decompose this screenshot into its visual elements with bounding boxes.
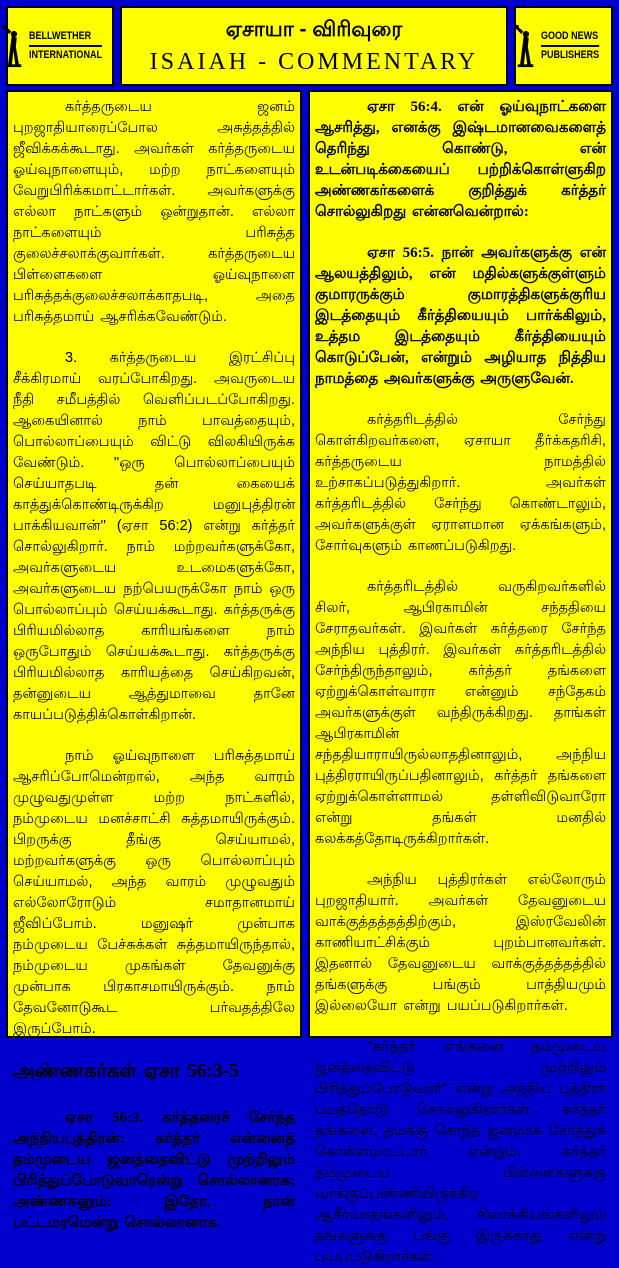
- paragraph: ''கர்த்தர் எங்களை தம்முடைய ஜனத்தைவிட்டு முற்றிலும் பிரித்துப்போடுவார்'' என்று அந்நிய புத்திரர் பயத்தோடு சொல்லுகிறார்கள். கர்த்தர் தங்களை, தமக்கு சொந்த ஜனமாக சேர்த்துக் கொள்ளமாட்டார் என்றும், கர்த்தர் தம்முடைய பிள்ளைகளுக்கு வாக்குப்பண்ணியிருக்கிற ஆசீர்வாதங்களிலும், சிலாக்கியங்களிலும் தங்களுக்கு பங்கு இருக்காது என்று பயப்படுகிறார்கள்.: [315, 1039, 606, 1265]
- section-heading: அண்ணகர்கள் ஏசா 56:3-5: [13, 1061, 239, 1082]
- bellwether-logo-text: [29, 29, 118, 63]
- scripture-verse: ஏசா 56:3. கர்த்தரைச் சேர்ந்த அந்நியபுத்திரன்: கர்த்தர் என்னைத் தம்முடைய ஜனத்தைவிட்டு முற்றிலும் பிரித்துப்போடுவாரென்று சொல்லானாக; அண்ணகனும்: இதோ, நான் பட்டமரமென்று சொல்லானாக.: [13, 1110, 295, 1231]
- page-title-english: ISAIAH - COMMENTARY: [149, 48, 479, 75]
- paragraph: அந்நிய புத்திரர்கள் எல்லோரும் புறஜாதியார். அவர்கள் தேவனுடைய வாக்குத்தத்தத்திற்கும், இஸ்ரவேலின் காணியாட்சிக்கும் புறம்பானவர்கள். இதனால் தேவனுடைய வாக்குத்தத்தத்தில் தங்களுக்கு பங்கும் பாத்தியமும் இல்லையோ என்று பயப்படுகிறார்கள்.: [315, 872, 606, 1014]
- scripture-verse: ஏசா 56:4. என் ஓய்வுநாட்களை ஆசரித்து, எனக்கு இஷ்டமானவைகளைத் தெரிந்து கொண்டு, என் உடன்படிக்கையைப் பற்றிக்கொள்ளுகிற அண்ணகர்களைக் குறித்துக் கர்த்தர் சொல்லுகிறது என்னவென்றால்:: [315, 99, 606, 220]
- scripture-verse: ஏசா 56:5. நான் அவர்களுக்கு என் ஆலயத்திலும், என் மதில்களுக்குள்ளும் குமாரருக்கும் குமாரத்திகளுக்குரிய இடத்தையும் கீர்த்தியையும் பார்க்கிலும், உத்தம இடத்தையும் கீர்த்தியையும் கொடுப்பேன், என்றும் அழியாத நித்திய நாமத்தை அவர்களுக்கு அருளுவேன்.: [315, 245, 606, 387]
- paragraph: கர்த்தரிடத்தில் வருகிறவர்களில் சிலர், ஆபிரகாமின் சந்ததியை சேராதவர்கள். இவர்கள் கர்த்தரை சேர்ந்த அந்நிய புத்திரர். இவர்கள் கர்த்தரிடத்தில் சேர்ந்திருந்தாலும், கர்த்தர் தங்களை ஏற்றுக்கொள்வாரா என்னும் சந்தேகம் அவர்களுக்குள் வந்திருக்கிறது. தாங்கள் ஆபிரகாமின் சந்ததியாராயிருல்லாததினாலும், அந்நிய புத்திரராயிருப்பதினாலும், கர்த்தர் தங்களை ஏற்றுக்கொள்ளாமல் தள்ளிவிடுவாரோ என்று தங்கள் மனதில் கலக்கத்தோடிருக்கிறார்கள்.: [315, 579, 606, 847]
- herald-trumpet-icon: [515, 24, 537, 68]
- right-text-column: [308, 90, 613, 1265]
- good-news-logo-text: [541, 29, 612, 63]
- logo-line-1: GOOD NEWS: [541, 29, 599, 47]
- left-column-content: [8, 92, 300, 1234]
- page-title-tamil: ஏசாயா - விரிவுரை: [225, 17, 403, 41]
- bellwether-logo: [6, 6, 114, 86]
- good-news-publishers-logo: [514, 6, 613, 86]
- logo-line-2: INTERNATIONAL: [28, 49, 102, 61]
- herald-trumpet-icon: [3, 24, 25, 68]
- paragraph: நாம் ஓய்வுநாளை பரிசுத்தமாய் ஆசரிப்போமென்றால், அந்த வாரம் முழுவதுமுள்ள மற்ற நாட்களில், நம்முடைய மனச்சாட்சி சுத்தமாயிருக்கும். பிறருக்கு தீங்கு செய்யாமல், மற்றவர்களுக்கு ஒரு பொல்லாப்பும் செய்யாமல், அந்த வாரம் முழுவதும் எல்லோரோடும் சமாதானமாய் ஜீவிப்போம். மனுஷர் முன்பாக நம்முடைய பேச்சுக்கள் சுத்தமாயிருந்தால், நம்முடைய முகங்கள் தேவனுக்கு முன்பாக பிரகாசமாயிருக்கும். நாம் தேவனோடுகூட பர்வதத்திலே இருப்போம்.: [13, 748, 295, 1037]
- logo-line-2: PUBLISHERS: [541, 49, 600, 61]
- title-box: [120, 6, 508, 86]
- paragraph: கர்த்தருடைய ஜனம் புறஜாதியாரைப்போல அசுத்தத்தில் ஜீவிக்கக்கூடாது. அவர்கள் கர்த்தருடைய ஓய்வுநாளையும், மற்ற நாட்களையும் வேறுபிரிக்கமாட்டார்கள். அவர்களுக்கு எல்லா நாட்களும் ஒன்றுதான். எல்லா நாட்களையும் பரிசுத்த குலைச்சலாக்குவார்கள். கர்த்தருடைய பிள்ளைகளை ஓய்வுநாளை பரிசுத்தக்குலைச்சலாக்காதபடி, அதை பரிசுத்தமாய் ஆசரிக்கவேண்டும்.: [13, 99, 295, 325]
- paragraph: 3. கர்த்தருடைய இரட்சிப்பு சீக்கிரமாய் வரப்போகிறது. அவருடைய நீதி சமீபத்தில் வெளிப்படப்போகிறது. ஆகையினால் நாம் பாவத்தையும், பொல்லாப்பையும் விட்டு விலகியிருக்க வேண்டும். ''ஒரு பொல்லாப்பையும் செய்யாதபடி தன் கையைக் காத்துக்கொண்டிருக்கிற மனுபுத்திரன் பாக்கியவான்'' (ஏசா 56:2) என்று கர்த்தர் சொல்லுகிறார். நாம் மற்றவர்களுக்கோ, அவர்களுடைய உடமைகளுக்கோ, அவர்களுடைய நற்பெயருக்கோ நாம் ஒரு பொல்லாப்பும் செய்யக்கூடாது. கர்த்தருக்கு பிரியமில்லாத காரியங்களை நாம் ஒருபோதும் செய்யக்கூடாது. கர்த்தருக்கு பிரியமில்லாத காரியத்தை செய்கிறவன், தன்னுடைய ஆத்துமாவை தானே காயப்படுத்திக்கொள்கிறான்.: [13, 350, 295, 723]
- right-column-content: [310, 92, 611, 1268]
- logo-line-1: BELLWETHER: [29, 29, 102, 47]
- left-text-column: [6, 90, 302, 1231]
- paragraph: கர்த்தரிடத்தில் சேர்ந்து கொள்கிறவர்களை, ஏசாயா தீர்க்கதரிசி, கர்த்தருடைய நாமத்தில் உற்சாகப்படுத்துகிறார். அவர்கள் கர்த்தரிடத்தில் சேர்ந்து கொண்டாலும், அவர்களுக்குள் ஏராளமான ஏக்கங்களும், சோர்வுகளும் காணப்படுகிறது.: [315, 412, 606, 554]
